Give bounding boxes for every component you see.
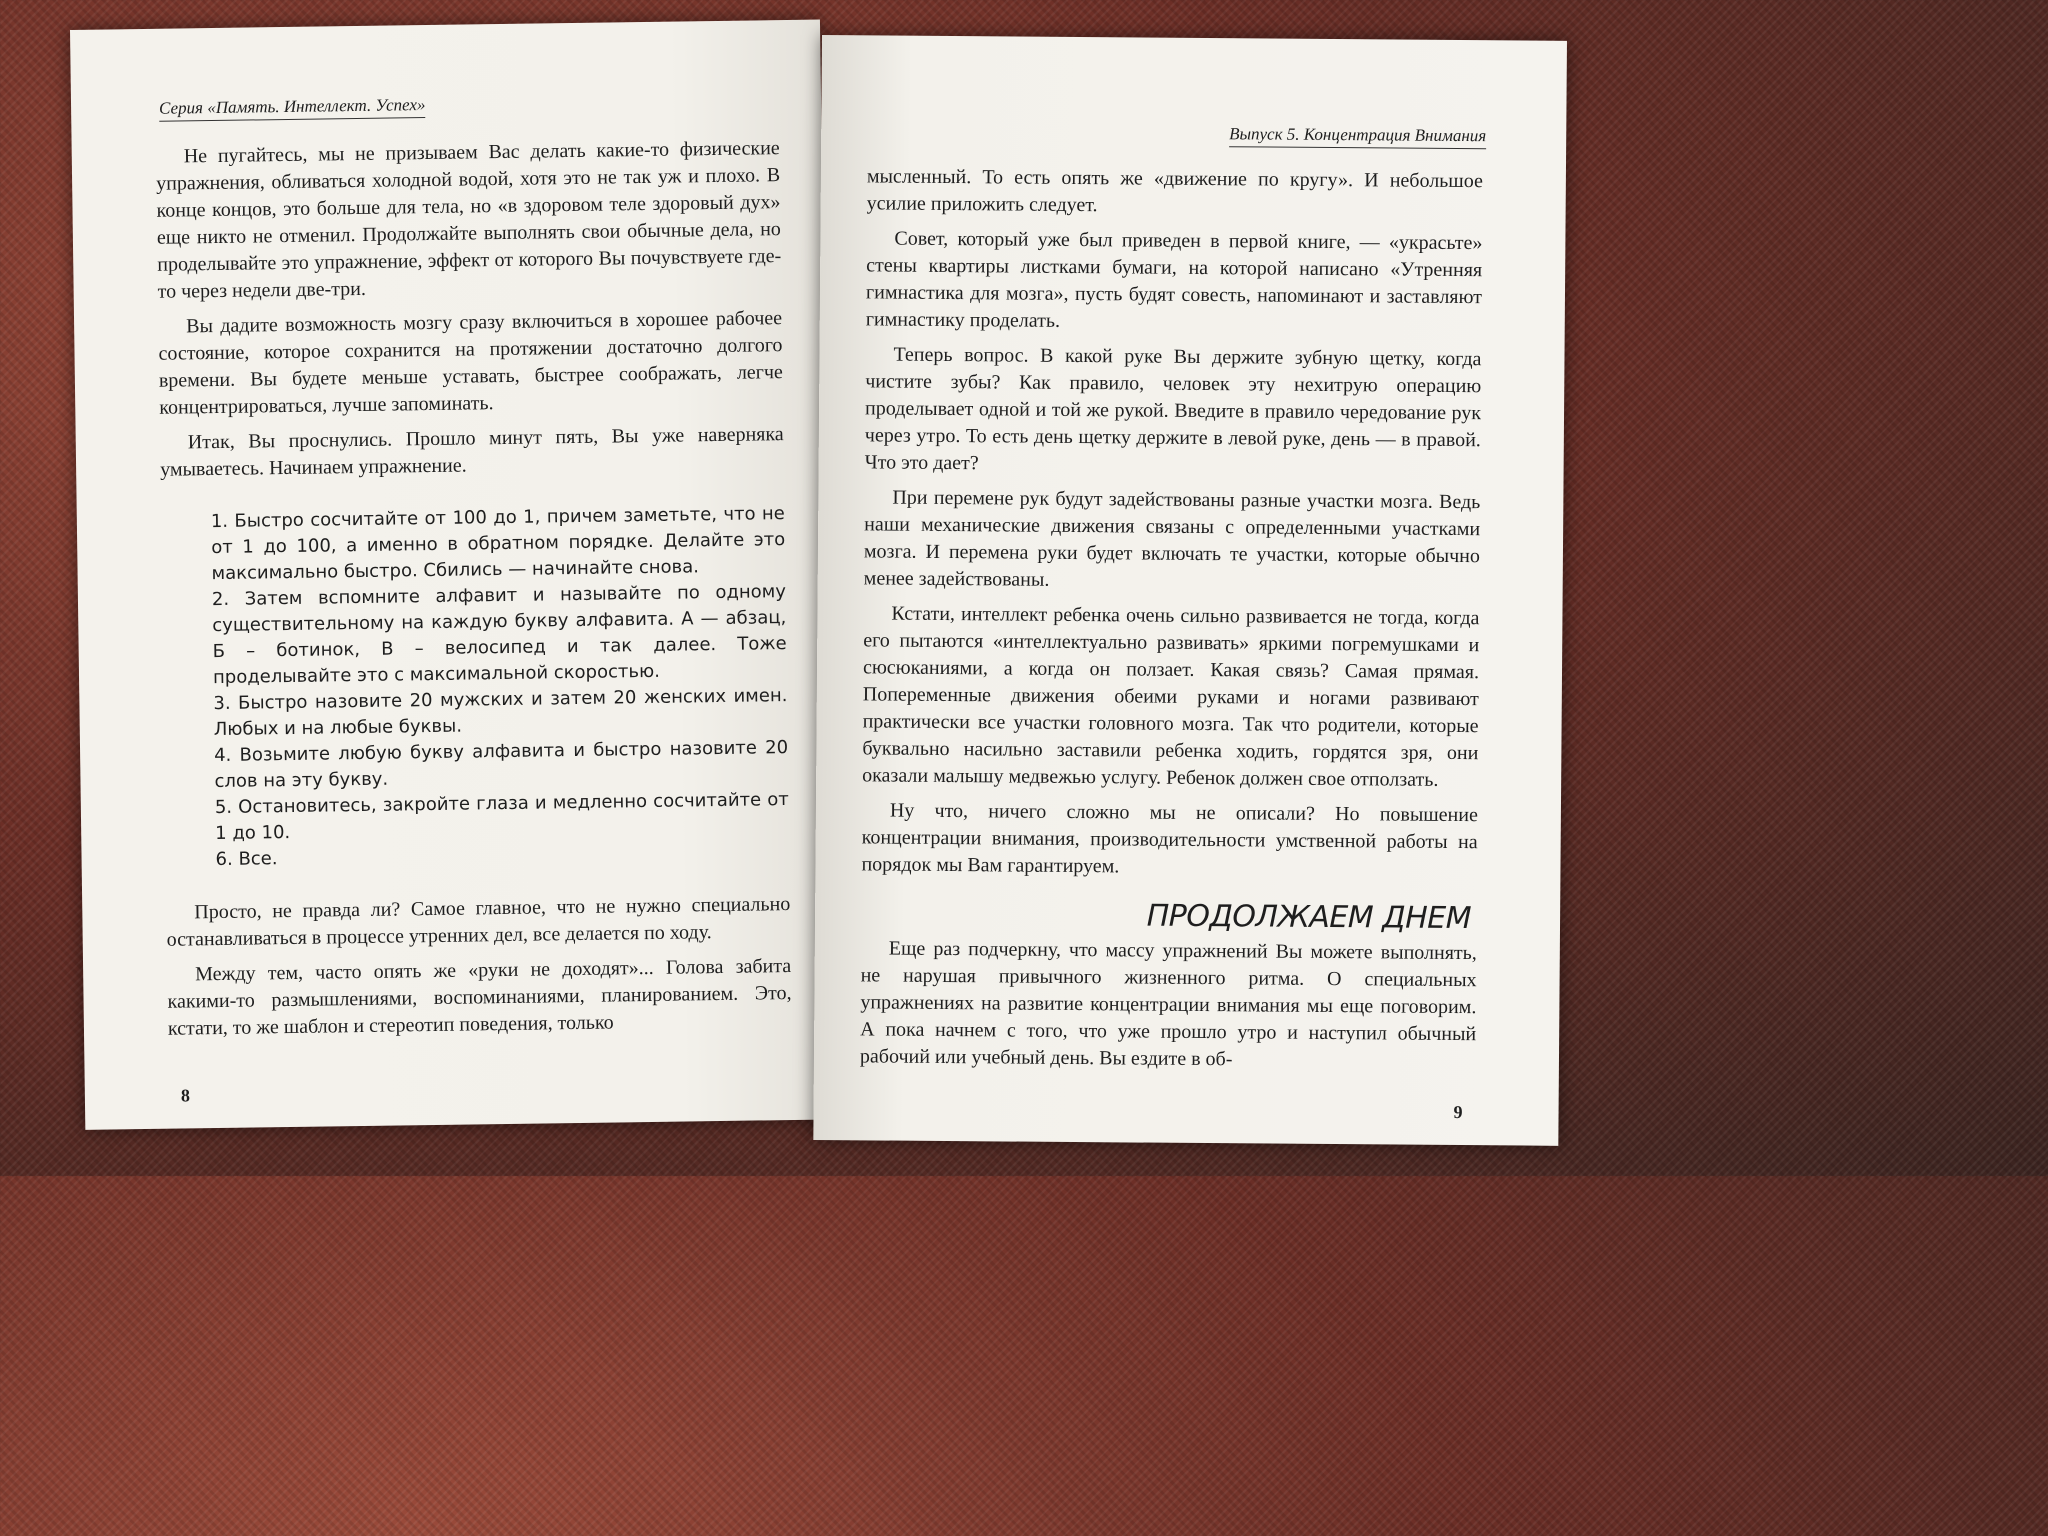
running-head: Серия «Память. Интеллект. Успех»	[159, 95, 426, 122]
page-number: 9	[1453, 1101, 1463, 1123]
paragraph: Еще раз подчеркну, что массу упражнений Вы можете выполнять, не нарушая привычного жизненного ритма. О специальных упражнениях на развитие концентрации внимания мы еще поговорим. А пока начнем с того, что уже прошло утро и наступил обычный рабочий или учебный день. Вы ездите в об-	[859, 937, 1477, 1071]
paragraph: Ну что, ничего сложно мы не описали? Но повышение концентрации внимания, производительности умственной работы на порядок мы Вам гарантируем.	[861, 799, 1478, 878]
page-body	[156, 135, 793, 1051]
paragraph: Теперь вопрос. В какой руке Вы держите зубную щетку, когда чистите зубы? Как правило, человек эту нехитрую операцию проделывает одной и той же рукой. Введите в правило чередование рук через утро. То есть день щетку держите в левой руке, день — в правой. Что это дает?	[864, 343, 1482, 475]
paragraph: Просто, не правда ли? Самое главное, что не нужно специально останавливаться в процессе утренних дел, все делается по ходу.	[166, 893, 791, 951]
right-page	[813, 35, 1567, 1146]
list-item: 3. Быстро назовите 20 мужских и затем 20 женских имен. Любых и на любые буквы.	[213, 685, 788, 741]
paragraph: Не пугайтесь, мы не призываем Вас делать какие-то физические упражнения, обливаться холодной водой, хотя это не так уж и плохо. В конце концов, это больше для тела, но «в здоровом теле здоровый дух» еще никто не отменил. Продолжайте выполнять свои обычные дела, но проделывайте это упражнение, эффект от которого Вы почувствуете где-то через недели две-три.	[156, 137, 782, 303]
list-item: 2. Затем вспомните алфавит и называйте по одному существительному на каждую букву алфавита. А — абзац, Б – ботинок, В – велосипед и так далее. Тоже проделывайте это с максимальной скоростью.	[211, 581, 787, 689]
page-body	[860, 163, 1483, 1083]
list-item: 5. Остановитесь, закройте глаза и медленно сосчитайте от 1 до 10.	[214, 789, 789, 845]
list-item: 4. Возьмите любую букву алфавита и быстро назовите 20 слов на эту букву.	[213, 737, 789, 793]
paragraph: При перемене рук будут задействованы разные участки мозга. Ведь наши механические движения связаны с определенными участками мозга. И перемена руки будет включать те участки, которые обычно менее задействованы.	[863, 486, 1481, 591]
paragraph: Между тем, часто опять же «руки не доходят»... Голова забита какими-то размышлениями, воспоминаниями, планированием. Это, кстати, то же шаблон и стереотип поведения, только	[167, 955, 792, 1040]
section-heading: ПРОДОЛЖАЕМ ДНЕМ	[1146, 898, 1472, 937]
list-item: 6. Все.	[215, 848, 278, 871]
paragraph: Вы дадите возможность мозгу сразу включиться в хорошее рабочее состояние, которое сохранится на протяжении достаточно долгого времени. Вы будете меньше уставать, быстрее соображать, легче концентрироваться, лучше запоминать.	[158, 307, 783, 419]
exercise-list	[211, 501, 790, 873]
paragraph: Итак, Вы проснулись. Прошло минут пять, Вы уже наверняка умываетесь. Начинаем упражнение.	[159, 423, 784, 481]
page-number: 8	[180, 1085, 191, 1106]
paragraph-continuation: мысленный. То есть опять же «движение по кругу». И небольшое усилие приложить следует.	[866, 165, 1483, 217]
paragraph: Кстати, интеллект ребенка очень сильно развивается не тогда, когда его пытаются «интеллектуально развивать» яркими погремушками и сюсюканиями, а когда он ползает. Какая связь? Самая прямая. Попеременные движения обеими руками и ногами развивают практически все участки головного мозга. Так что родители, которые буквально насильно заставили ребенка ходить, гордятся зря, они оказали малышу медвежью услугу. Ребенок должен свое отползать.	[862, 602, 1480, 791]
left-page	[70, 20, 835, 1130]
list-item: 1. Быстро сосчитайте от 100 до 1, причем заметьте, что не от 1 до 100, а именно в обратном порядке. Делайте это максимально быстро. Сбились — начинайте снова.	[210, 503, 786, 585]
paragraph: Совет, который уже был приведен в первой книге, — «украсьте» стены квартиры листками бумаги, на которой написано «Утренняя гимнастика для мозга», пусть будят совесть, напоминают и заставляют гимнастику проделать.	[865, 227, 1483, 332]
running-head: Выпуск 5. Концентрация Внимания	[1229, 124, 1486, 149]
